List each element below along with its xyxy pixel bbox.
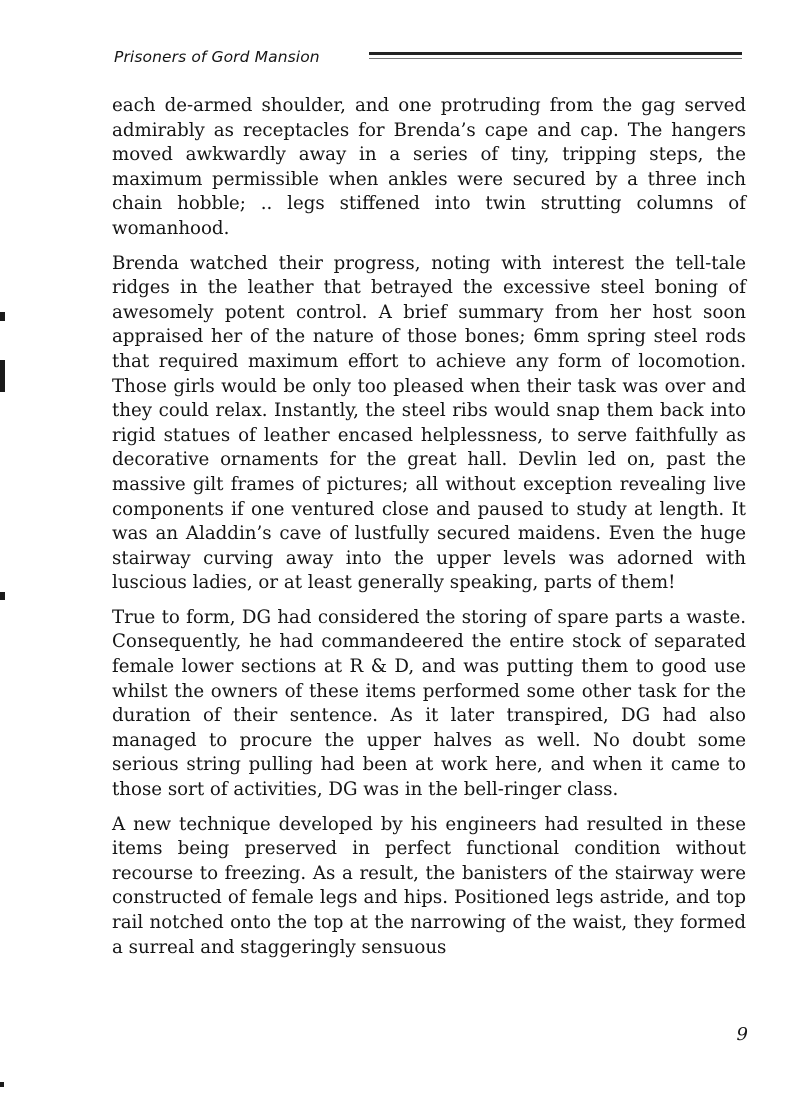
scan-mark xyxy=(0,360,5,392)
paragraph-2: Brenda watched their progress, noting with interest the tell-tale ridges in the leather that betrayed the excessive steel boning of awesomely potent control. A brief summary from her host soon appraised her of the nature of those bones; 6mm spring steel rods that required maximum effort to achieve any form of locomotion. Those girls would be only too pleased when their task was over and they could relax. Instantly, the steel ribs would snap them back into rigid statues of leather encased helplessness, to serve faithfully as decorative ornaments for the great hall. Devlin led on, past the massive gilt frames of pictures; all without exception revealing live components if one ventured close and paused to study at length. It was an Aladdin’s cave of lustfully secured maidens. Even the huge stairway curving away into the upper levels was adorned with luscious ladies, or at least generally speaking, parts of them! xyxy=(112,252,746,594)
paragraph-4: A new technique developed by his engineers had resulted in these items being preserved in perfect functional condition without recourse to freezing. As a result, the banisters of the stairway were constructed of female legs and hips. Positioned legs astride, and top rail notched onto the top at the narrowing of the waist, they formed a surreal and staggeringly sensuous xyxy=(112,813,746,958)
page-number: 9 xyxy=(736,1024,748,1045)
header-rule-thin xyxy=(369,58,742,59)
book-title: Prisoners of Gord Mansion xyxy=(114,48,320,66)
paragraph-3: True to form, DG had considered the storing of spare parts a waste. Consequently, he had commandeered the entire stock of separated female lower sections at R & D, and was putting them to good use whilst the owners of these items performed some other task for the duration of their sentence. As it later transpired, DG had also managed to procure the upper halves as well. No doubt some serious string pulling had been at work here, and when it came to those sort of activities, DG was in the bell-ringer class. xyxy=(112,606,746,801)
scan-mark xyxy=(0,312,5,321)
running-header xyxy=(114,46,742,70)
page-body xyxy=(112,94,746,970)
scan-mark xyxy=(0,1082,4,1087)
header-rule xyxy=(369,52,742,55)
scan-mark xyxy=(0,592,5,600)
paragraph-1: each de-armed shoulder, and one protruding from the gag served admirably as receptacles for Brenda’s cape and cap. The hangers moved awkwardly away in a series of tiny, tripping steps, the maximum permissible when ankles were secured by a three inch chain hobble; .. legs stiffened into twin strutting columns of womanhood. xyxy=(112,95,746,239)
